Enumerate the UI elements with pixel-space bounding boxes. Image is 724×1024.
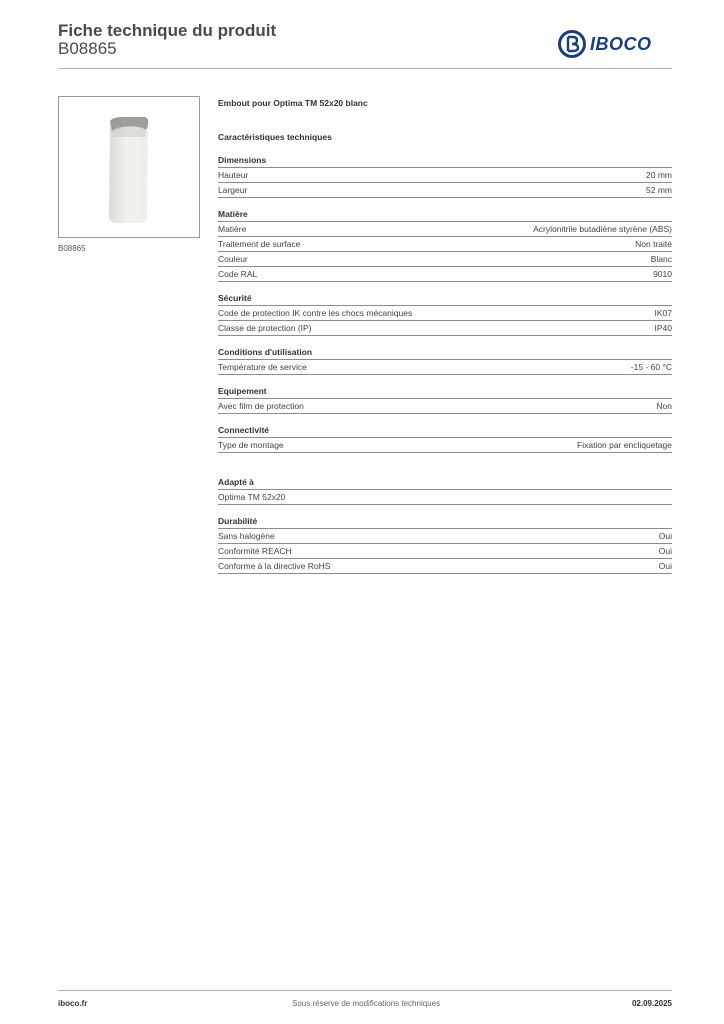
spec-content — [218, 96, 672, 574]
section-safety — [218, 291, 672, 336]
spec-row — [218, 399, 672, 414]
row-label: Largeur — [218, 185, 248, 195]
row-label: Sans halogène — [218, 531, 275, 541]
spec-row — [218, 321, 672, 336]
end-cap-illustration — [59, 97, 199, 237]
row-label: Conforme à la directive RoHS — [218, 561, 331, 571]
section-compatible — [218, 475, 672, 505]
spec-row — [218, 360, 672, 375]
row-value: Oui — [658, 561, 672, 571]
section-connectivity — [218, 423, 672, 453]
spec-row — [218, 222, 672, 237]
product-image — [58, 96, 200, 238]
row-value: Oui — [658, 546, 672, 556]
row-value: IP40 — [654, 323, 672, 333]
row-value: Non — [656, 401, 672, 411]
row-label: Traitement de surface — [218, 239, 301, 249]
row-label: Avec film de protection — [218, 401, 304, 411]
spec-row — [218, 559, 672, 574]
spec-row — [218, 544, 672, 559]
image-caption: B08865 — [58, 244, 86, 253]
spec-row — [218, 438, 672, 453]
spec-row — [218, 252, 672, 267]
section-material — [218, 207, 672, 282]
row-label: Type de montage — [218, 440, 284, 450]
section-title: Dimensions — [218, 153, 672, 168]
row-label: Code de protection IK contre les chocs mécaniques — [218, 308, 413, 318]
section-title: Sécurité — [218, 291, 672, 306]
spec-row — [218, 183, 672, 198]
iboco-logo-icon — [558, 30, 586, 58]
section-title: Equipement — [218, 384, 672, 399]
spec-heading: Caractéristiques techniques — [218, 132, 332, 142]
row-label: Matière — [218, 224, 247, 234]
section-title: Durabilité — [218, 514, 672, 529]
header-divider — [58, 68, 672, 69]
row-label: Conformité REACH — [218, 546, 292, 556]
section-title: Conditions d'utilisation — [218, 345, 672, 360]
row-value: Fixation par encliquetage — [577, 440, 672, 450]
section-title: Adapté à — [218, 475, 672, 490]
spec-row — [218, 237, 672, 252]
row-value: -15 - 60 °C — [630, 362, 672, 372]
row-value: Acrylonitrile butadiène styrène (ABS) — [533, 224, 672, 234]
section-title: Matière — [218, 207, 672, 222]
spec-row — [218, 529, 672, 544]
row-label: Hauteur — [218, 170, 249, 180]
row-label: Optima TM 52x20 — [218, 492, 286, 502]
section-equipment — [218, 384, 672, 414]
page-title: Fiche technique du produit — [58, 21, 277, 40]
row-value: Non traité — [635, 239, 672, 249]
row-label: Classe de protection (IP) — [218, 323, 312, 333]
row-value: 52 mm — [646, 185, 672, 195]
spec-row — [218, 267, 672, 282]
footer-website: iboco.fr — [58, 999, 88, 1008]
logo-text: IBOCO — [590, 33, 652, 54]
footer-date: 02.09.2025 — [631, 999, 672, 1008]
row-value: Oui — [658, 531, 672, 541]
product-code: B08865 — [58, 39, 117, 58]
row-value: IK07 — [654, 308, 672, 318]
footer-divider — [58, 990, 672, 991]
row-value: 20 mm — [646, 170, 672, 180]
row-value: 9010 — [653, 269, 672, 279]
row-label: Température de service — [218, 362, 307, 372]
spec-row — [218, 306, 672, 321]
spec-row — [218, 168, 672, 183]
product-name: Embout pour Optima TM 52x20 blanc — [218, 98, 368, 108]
section-conditions — [218, 345, 672, 375]
row-label: Couleur — [218, 254, 248, 264]
section-title: Connectivité — [218, 423, 672, 438]
brand-logo — [558, 29, 652, 59]
section-durability — [218, 514, 672, 574]
row-label: Code RAL — [218, 269, 258, 279]
section-dimensions — [218, 153, 672, 198]
spec-row — [218, 490, 672, 505]
row-value: Blanc — [650, 254, 672, 264]
footer-disclaimer: Sous réserve de modifications techniques — [292, 999, 441, 1008]
